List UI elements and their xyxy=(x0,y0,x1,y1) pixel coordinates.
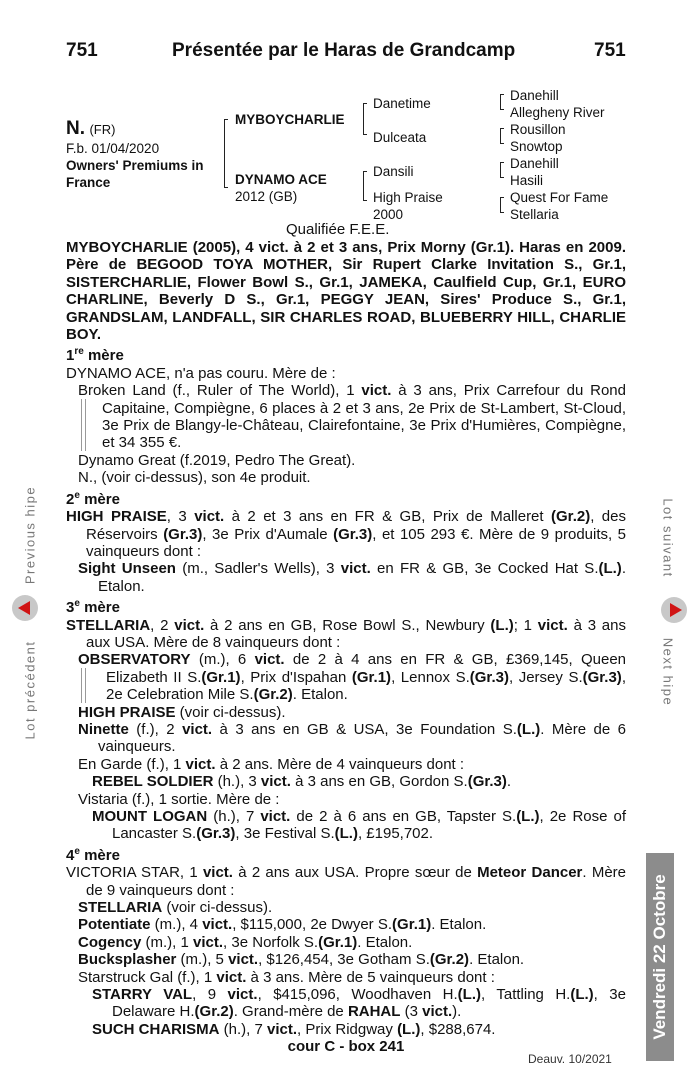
dam-entry: VICTORIA STAR, 1 vict. à 2 ans aux USA. Propre sœur de Meteor Dancer. Mère de 9 vainqueurs dont : xyxy=(66,864,626,899)
premium-line-2: France xyxy=(66,175,111,190)
horse-name: N. xyxy=(66,118,85,139)
progeny-entry: Dynamo Great (f.2019, Pedro The Great). xyxy=(78,451,356,469)
progeny-entry: Vistaria (f.), 1 sortie. Mère de : xyxy=(78,790,280,808)
progeny-entry: En Garde (f.), 1 vict. à 2 ans. Mère de 4 vainqueurs dont : xyxy=(78,755,465,773)
section-2e-mere: 2e mère xyxy=(66,489,120,508)
dam-name: DYNAMO ACE xyxy=(235,172,327,187)
progeny-entry: Potentiate (m.), 4 vict., $115,000, 2e Dwyer S.(Gr.1). Etalon. xyxy=(78,916,487,934)
ancestor: Rousillon xyxy=(510,122,566,137)
horse-info: F.b. 01/04/2020 xyxy=(66,141,160,156)
bracket xyxy=(224,119,228,188)
grand-progeny-entry: SUCH CHARISMA (h.), 7 vict., Prix Ridgway (L.), $288,674. xyxy=(92,1020,496,1038)
progeny-entry: OBSERVATORY (m.), 6 vict. de 2 à 4 ans en FR & GB, £369,145, Queen Elizabeth II S.(Gr.1), Prix d'Ispahan (Gr.1), Lennox S.(Gr.3), Jersey S.(Gr.3), 2e Celebration Mile S.(Gr.2). Etalon. xyxy=(78,651,626,704)
progeny-entry: Cogency (m.), 1 vict., 3e Norfolk S.(Gr.1). Etalon. xyxy=(78,933,413,951)
lot-number-left: 751 xyxy=(66,40,98,61)
ancestor: Hasili xyxy=(510,173,544,188)
ancestor: Quest For Fame xyxy=(510,190,609,205)
grandsire-2: Dansili xyxy=(373,164,414,179)
progeny-entry: N., (voir ci-dessus), son 4e produit. xyxy=(78,469,311,487)
sire-paragraph: MYBOYCHARLIE (2005), 4 vict. à 2 et 3 ans, Prix Morny (Gr.1). Haras en 2009. Père de BEGOOD TOYA MOTHER, Sir Rupert Clarke Invitation S., Gr.1, SISTERCHARLIE, Flower Bowl S., Gr.1, JAMEKA, Caulfield Cup, Gr.1, EURO CHARLINE, Beverly D S., Gr.1, PEGGY JEAN, Sires' Produce S., Gr.1, GRANDSLAM, LANDFALL, SIR CHARLES ROAD, BLUEBERRY HILL, CHARLIE BOY. xyxy=(66,239,626,344)
progeny-entry: STELLARIA (voir ci-dessus). xyxy=(78,899,273,917)
lot-number-right: 751 xyxy=(594,40,626,61)
grand-progeny-entry: MOUNT LOGAN (h.), 7 vict. de 2 à 6 ans en GB, Tapster S.(L.), 2e Rose of Lancaster S.(Gr.3), 3e Festival S.(L.), £195,702. xyxy=(92,808,627,843)
qualification: Qualifiée F.E.E. xyxy=(286,221,390,238)
section-3e-mere: 3e mère xyxy=(66,598,120,617)
grand-progeny-entry: REBEL SOLDIER (h.), 3 vict. à 3 ans en GB, Gordon S.(Gr.3). xyxy=(92,773,512,791)
dam-entry: HIGH PRAISE, 3 vict. à 2 et 3 ans en FR & GB, Prix de Malleret (Gr.2), des Réservoirs (Gr.3), 3e Prix d'Aumale (Gr.3), et 105 293 €. Mère de 9 produits, 5 vainqueurs dont : xyxy=(66,508,627,560)
granddam-2-year: 2000 xyxy=(373,207,404,222)
previous-hipe-label[interactable]: Previous hipe xyxy=(22,485,38,585)
prev-arrow-icon[interactable] xyxy=(12,595,38,621)
dam-entry: DYNAMO ACE, n'a pas couru. Mère de : xyxy=(66,364,336,382)
bracket xyxy=(363,103,367,135)
progeny-entry: Starstruck Gal (f.), 1 vict. à 3 ans. Mère de 5 vainqueurs dont : xyxy=(78,968,495,986)
ancestor: Danehill xyxy=(510,156,559,171)
progeny-entry: Broken Land (f., Ruler of The World), 1 vict. à 3 ans, Prix Carrefour du Rond Capitaine, Compiègne, 6 places à 2 et 3 ans, 2e Prix de St-Lambert, St-Cloud, 3e Prix de Blangy-le-Château, Clairefontaine, 3e Prix d'Humières, Compiègne, et 34 355 €. xyxy=(78,382,626,452)
date-tab xyxy=(646,853,674,1061)
next-hipe-label[interactable]: Next hipe xyxy=(660,637,676,707)
granddam-1: Dulceata xyxy=(373,130,427,145)
stable-location: cour C - box 241 xyxy=(287,1038,405,1056)
indent-bar xyxy=(81,399,86,451)
section-4e-mere: 4e mère xyxy=(66,845,120,864)
grand-progeny-entry: STARRY VAL, 9 vict., $415,096, Woodhaven H.(L.), Tattling H.(L.), 3e Delaware H.(Gr.2). Grand-mère de RAHAL (3 vict.). xyxy=(92,986,626,1021)
catalogue-body xyxy=(66,239,626,1056)
lot-suivant-label[interactable]: Lot suivant xyxy=(660,498,676,578)
progeny-entry: Sight Unseen (m., Sadler's Wells), 3 vict. en FR & GB, 3e Cocked Hat S.(L.). Etalon. xyxy=(78,560,626,595)
ancestor: Stellaria xyxy=(510,207,559,222)
dam-entry: STELLARIA, 2 vict. à 2 ans en GB, Rose Bowl S., Newbury (L.); 1 vict. à 3 ans aux USA. Mère de 8 vainqueurs dont : xyxy=(66,616,626,651)
granddam-2: High Praise xyxy=(373,190,443,205)
dam-info: 2012 (GB) xyxy=(235,189,298,204)
bracket xyxy=(500,197,504,213)
lot-precedent-label[interactable]: Lot précédent xyxy=(22,640,38,740)
bracket xyxy=(500,128,504,144)
ancestor: Snowtop xyxy=(510,139,563,154)
bracket xyxy=(363,171,367,201)
next-arrow-icon[interactable] xyxy=(661,597,687,623)
progeny-entry: Ninette (f.), 2 vict. à 3 ans en GB & USA, 3e Foundation S.(L.). Mère de 6 vainqueurs. xyxy=(78,720,626,756)
bracket xyxy=(500,94,504,110)
premium-line-1: Owners' Premiums in xyxy=(66,158,204,173)
grandsire-1: Danetime xyxy=(373,96,431,111)
sire-name: MYBOYCHARLIE xyxy=(235,112,345,127)
progeny-entry: HIGH PRAISE (voir ci-dessus). xyxy=(78,703,286,721)
indent-bar xyxy=(81,668,86,703)
ancestor: Allegheny River xyxy=(510,105,605,120)
bracket xyxy=(500,162,504,178)
horse-origin: (FR) xyxy=(89,122,116,137)
page-title: Présentée par le Haras de Grandcamp xyxy=(172,40,516,61)
footer-note: Deauv. 10/2021 xyxy=(528,1052,612,1066)
progeny-entry: Bucksplasher (m.), 5 vict., $126,454, 3e Gotham S.(Gr.2). Etalon. xyxy=(78,951,525,969)
date-label: Vendredi 22 Octobre xyxy=(650,874,669,1040)
section-1re-mere: 1re mère xyxy=(66,346,124,365)
ancestor: Danehill xyxy=(510,88,559,103)
